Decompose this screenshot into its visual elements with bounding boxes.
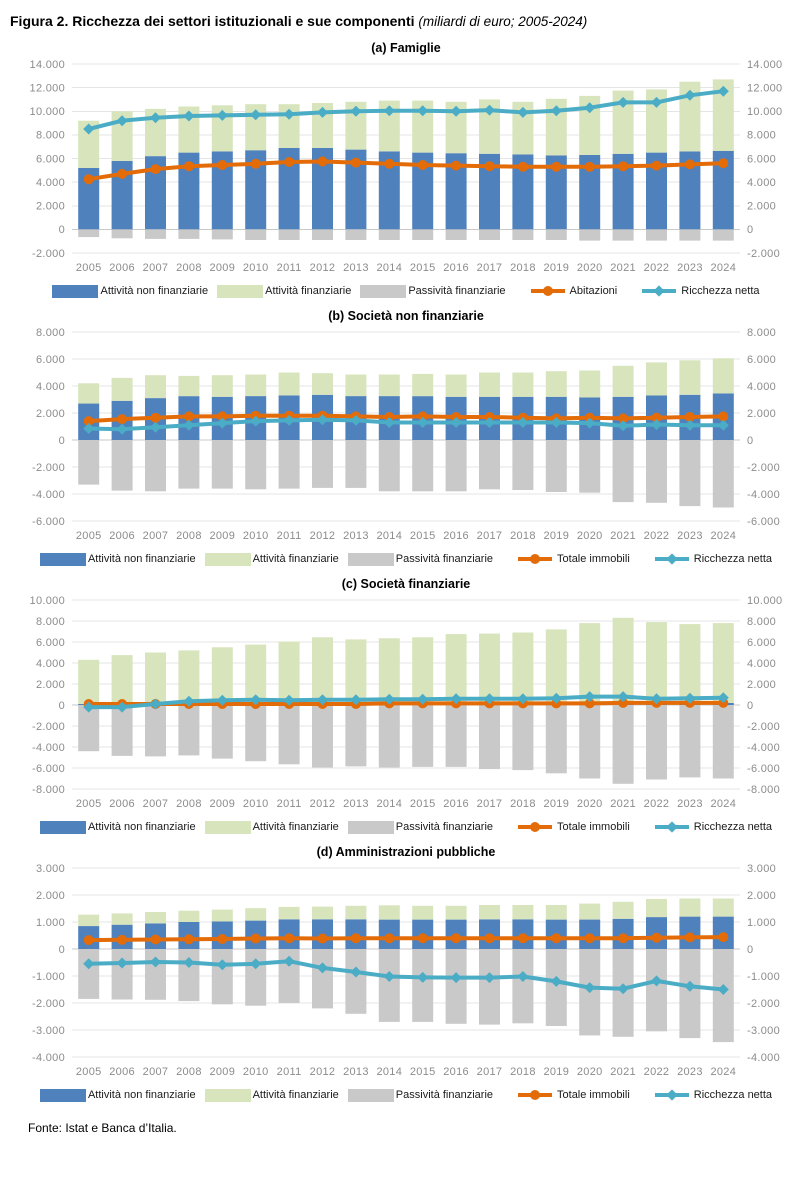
bars-financial-assets bbox=[78, 618, 734, 704]
legend-label: Attività finanziarie bbox=[252, 1089, 339, 1101]
svg-text:1.000: 1.000 bbox=[35, 916, 65, 929]
svg-text:2011: 2011 bbox=[276, 262, 302, 274]
svg-text:2013: 2013 bbox=[343, 1066, 369, 1078]
svg-text:6.000: 6.000 bbox=[747, 153, 777, 166]
svg-text:14.000: 14.000 bbox=[747, 58, 783, 71]
bars-financial-liabilities bbox=[78, 705, 734, 784]
legend-label: Attività non finanziarie bbox=[87, 553, 196, 565]
chart-plot-amministrazioni-pubbliche bbox=[0, 860, 812, 1083]
legend-item-non-financial-assets bbox=[40, 821, 196, 834]
legend-label: Ricchezza netta bbox=[693, 553, 773, 565]
svg-text:2008: 2008 bbox=[176, 1066, 202, 1078]
legend-label: Attività non finanziarie bbox=[87, 821, 196, 833]
svg-text:2010: 2010 bbox=[242, 798, 269, 810]
svg-text:4.000: 4.000 bbox=[747, 380, 777, 393]
svg-text:2013: 2013 bbox=[343, 262, 369, 274]
svg-text:-1.000: -1.000 bbox=[747, 970, 780, 983]
svg-text:4.000: 4.000 bbox=[35, 176, 65, 189]
svg-text:-1.000: -1.000 bbox=[32, 970, 65, 983]
svg-text:2.000: 2.000 bbox=[747, 889, 777, 902]
svg-text:12.000: 12.000 bbox=[29, 82, 65, 95]
svg-text:2013: 2013 bbox=[343, 530, 369, 542]
legend-swatch-non-financial-assets bbox=[40, 1089, 86, 1102]
legend-line-marker-diamond-icon bbox=[655, 821, 689, 834]
svg-text:2015: 2015 bbox=[409, 530, 436, 542]
svg-text:-2.000: -2.000 bbox=[32, 461, 65, 474]
svg-text:-4.000: -4.000 bbox=[32, 741, 65, 754]
legend-label: Attività finanziarie bbox=[252, 553, 339, 565]
legend-label: Attività non finanziarie bbox=[87, 1089, 196, 1101]
svg-text:2014: 2014 bbox=[376, 1066, 403, 1078]
legend-label: Attività finanziarie bbox=[265, 285, 352, 297]
legend-item-real-estate bbox=[518, 821, 630, 834]
svg-text:2007: 2007 bbox=[142, 262, 169, 274]
svg-text:10.000: 10.000 bbox=[747, 106, 783, 119]
svg-text:6.000: 6.000 bbox=[35, 636, 65, 649]
svg-text:8.000: 8.000 bbox=[35, 326, 65, 339]
legend-label: Totale immobili bbox=[557, 821, 630, 833]
svg-text:2010: 2010 bbox=[242, 262, 269, 274]
svg-text:-4.000: -4.000 bbox=[747, 488, 780, 501]
svg-text:2011: 2011 bbox=[276, 1066, 302, 1078]
legend-swatch-financial-liabilities bbox=[348, 553, 394, 566]
legend-item-financial-liabilities bbox=[348, 821, 493, 834]
svg-text:-8.000: -8.000 bbox=[32, 783, 65, 796]
svg-text:2017: 2017 bbox=[476, 1066, 503, 1078]
svg-text:0: 0 bbox=[747, 224, 754, 237]
svg-text:2020: 2020 bbox=[576, 262, 603, 274]
legend-line-marker-diamond-icon bbox=[655, 1089, 689, 1102]
svg-text:-3.000: -3.000 bbox=[32, 1024, 65, 1037]
svg-text:10.000: 10.000 bbox=[747, 594, 783, 607]
svg-text:4.000: 4.000 bbox=[747, 176, 777, 189]
svg-text:2.000: 2.000 bbox=[35, 678, 65, 691]
legend-item-non-financial-assets bbox=[40, 1089, 196, 1102]
chart-legend bbox=[0, 1085, 812, 1105]
chart-canvas bbox=[0, 860, 812, 1083]
svg-text:2020: 2020 bbox=[576, 1066, 603, 1078]
legend-swatch-non-financial-assets bbox=[40, 821, 86, 834]
svg-text:-6.000: -6.000 bbox=[32, 762, 65, 775]
legend-label: Attività finanziarie bbox=[252, 821, 339, 833]
legend-swatch-financial-assets bbox=[217, 285, 263, 298]
svg-text:2024: 2024 bbox=[710, 798, 737, 810]
svg-text:2022: 2022 bbox=[643, 798, 670, 810]
legend-label: Passività finanziarie bbox=[395, 553, 494, 565]
svg-text:0: 0 bbox=[747, 434, 754, 447]
svg-text:2008: 2008 bbox=[176, 530, 202, 542]
svg-text:2006: 2006 bbox=[109, 1066, 135, 1078]
svg-text:2021: 2021 bbox=[610, 262, 636, 274]
legend-label: Ricchezza netta bbox=[693, 821, 773, 833]
svg-text:10.000: 10.000 bbox=[29, 106, 65, 119]
svg-text:0: 0 bbox=[58, 434, 65, 447]
svg-text:2014: 2014 bbox=[376, 530, 403, 542]
svg-text:6.000: 6.000 bbox=[35, 153, 65, 166]
svg-text:6.000: 6.000 bbox=[35, 353, 65, 366]
svg-text:2006: 2006 bbox=[109, 262, 135, 274]
chart-plot-societa-finanziarie bbox=[0, 592, 812, 815]
svg-text:2.000: 2.000 bbox=[35, 889, 65, 902]
gridlines bbox=[72, 600, 740, 789]
legend-label: Ricchezza netta bbox=[693, 1089, 773, 1101]
svg-text:2022: 2022 bbox=[643, 1066, 670, 1078]
svg-text:2023: 2023 bbox=[677, 530, 703, 542]
svg-text:2005: 2005 bbox=[75, 530, 102, 542]
svg-text:2021: 2021 bbox=[610, 1066, 636, 1078]
svg-text:2.000: 2.000 bbox=[747, 407, 777, 420]
legend-item-net-wealth bbox=[655, 553, 772, 566]
svg-text:4.000: 4.000 bbox=[35, 657, 65, 670]
svg-text:2024: 2024 bbox=[710, 1066, 737, 1078]
svg-text:8.000: 8.000 bbox=[35, 129, 65, 142]
legend-item-financial-liabilities bbox=[348, 553, 493, 566]
legend-item-non-financial-assets bbox=[52, 285, 208, 298]
chart-plot-famiglie bbox=[0, 56, 812, 279]
svg-text:2024: 2024 bbox=[710, 262, 737, 274]
svg-text:2016: 2016 bbox=[443, 798, 469, 810]
svg-text:2019: 2019 bbox=[543, 262, 570, 274]
figure-title-text: Figura 2. Ricchezza dei settori istituzionali e sue componenti bbox=[10, 13, 415, 29]
svg-text:6.000: 6.000 bbox=[747, 353, 777, 366]
x-axis-labels bbox=[76, 798, 736, 810]
svg-text:2018: 2018 bbox=[510, 262, 536, 274]
svg-text:2020: 2020 bbox=[576, 530, 603, 542]
svg-text:2007: 2007 bbox=[142, 530, 169, 542]
svg-text:0: 0 bbox=[58, 699, 65, 712]
svg-text:2023: 2023 bbox=[677, 262, 703, 274]
svg-text:2012: 2012 bbox=[309, 262, 336, 274]
svg-text:2013: 2013 bbox=[343, 798, 369, 810]
svg-text:2005: 2005 bbox=[75, 1066, 102, 1078]
x-axis-labels bbox=[76, 530, 736, 542]
legend-item-financial-liabilities bbox=[360, 285, 505, 298]
legend-line-marker-circle-icon bbox=[518, 821, 552, 834]
svg-text:0: 0 bbox=[58, 943, 65, 956]
legend-swatch-financial-assets bbox=[205, 821, 251, 834]
svg-text:2011: 2011 bbox=[276, 530, 302, 542]
svg-text:-6.000: -6.000 bbox=[747, 762, 780, 775]
legend-label: Passività finanziarie bbox=[408, 285, 506, 297]
svg-text:2.000: 2.000 bbox=[747, 200, 777, 213]
chart-plot-societa-non-finanziarie bbox=[0, 324, 812, 547]
legend-label: Passività finanziarie bbox=[395, 821, 494, 833]
svg-text:2019: 2019 bbox=[543, 530, 570, 542]
svg-text:0: 0 bbox=[747, 943, 754, 956]
chart-title: (b) Società non finanziarie bbox=[328, 309, 484, 323]
svg-text:2017: 2017 bbox=[476, 262, 503, 274]
svg-text:10.000: 10.000 bbox=[29, 594, 65, 607]
svg-text:12.000: 12.000 bbox=[747, 82, 783, 95]
svg-text:2008: 2008 bbox=[176, 262, 202, 274]
chart-canvas bbox=[0, 56, 812, 279]
svg-text:2010: 2010 bbox=[242, 530, 269, 542]
figure-source: Fonte: Istat e Banca d’Italia. bbox=[28, 1121, 177, 1135]
svg-text:-8.000: -8.000 bbox=[747, 783, 780, 796]
legend-swatch-financial-liabilities bbox=[360, 285, 406, 298]
svg-text:-2.000: -2.000 bbox=[747, 720, 780, 733]
svg-text:2017: 2017 bbox=[476, 530, 503, 542]
svg-text:2021: 2021 bbox=[610, 530, 636, 542]
svg-text:2023: 2023 bbox=[677, 798, 703, 810]
chart-legend bbox=[0, 817, 812, 837]
chart-canvas bbox=[0, 592, 812, 815]
svg-text:2022: 2022 bbox=[643, 262, 670, 274]
x-axis-labels bbox=[76, 262, 736, 274]
svg-text:2022: 2022 bbox=[643, 530, 670, 542]
svg-text:2018: 2018 bbox=[510, 798, 536, 810]
svg-text:2024: 2024 bbox=[710, 530, 737, 542]
chart-section-societa-non-finanziarie bbox=[0, 309, 812, 569]
legend-item-real-estate bbox=[518, 1089, 630, 1102]
svg-text:8.000: 8.000 bbox=[35, 615, 65, 628]
svg-text:-6.000: -6.000 bbox=[32, 515, 65, 528]
svg-text:2007: 2007 bbox=[142, 1066, 169, 1078]
bars-non-financial-assets bbox=[78, 148, 734, 230]
svg-text:2019: 2019 bbox=[543, 1066, 570, 1078]
svg-text:-4.000: -4.000 bbox=[32, 1051, 65, 1064]
svg-text:2008: 2008 bbox=[176, 798, 202, 810]
chart-canvas bbox=[0, 324, 812, 547]
legend-item-financial-assets bbox=[205, 821, 339, 834]
svg-text:8.000: 8.000 bbox=[747, 326, 777, 339]
svg-text:1.000: 1.000 bbox=[747, 916, 777, 929]
svg-text:2023: 2023 bbox=[677, 1066, 703, 1078]
gridlines bbox=[72, 64, 740, 253]
svg-text:4.000: 4.000 bbox=[35, 380, 65, 393]
svg-text:-2.000: -2.000 bbox=[747, 247, 780, 260]
svg-text:2021: 2021 bbox=[610, 798, 636, 810]
legend-item-financial-assets bbox=[205, 1089, 339, 1102]
svg-text:-4.000: -4.000 bbox=[32, 488, 65, 501]
chart-title: (c) Società finanziarie bbox=[341, 577, 471, 591]
legend-item-net-wealth bbox=[655, 821, 772, 834]
svg-text:14.000: 14.000 bbox=[29, 58, 65, 71]
legend-swatch-financial-liabilities bbox=[348, 1089, 394, 1102]
legend-item-financial-assets bbox=[217, 285, 351, 298]
svg-text:2014: 2014 bbox=[376, 262, 403, 274]
svg-text:2016: 2016 bbox=[443, 1066, 469, 1078]
x-axis-labels bbox=[76, 1066, 736, 1078]
legend-line-marker-diamond-icon bbox=[642, 285, 676, 298]
svg-text:2017: 2017 bbox=[476, 798, 503, 810]
legend-swatch-financial-liabilities bbox=[348, 821, 394, 834]
y-axis-labels bbox=[30, 595, 783, 796]
svg-text:2.000: 2.000 bbox=[35, 407, 65, 420]
svg-text:2016: 2016 bbox=[443, 262, 469, 274]
svg-text:0: 0 bbox=[747, 699, 754, 712]
legend-label: Abitazioni bbox=[569, 285, 618, 297]
svg-text:8.000: 8.000 bbox=[747, 615, 777, 628]
svg-text:-2.000: -2.000 bbox=[747, 997, 780, 1010]
svg-text:8.000: 8.000 bbox=[747, 129, 777, 142]
legend-item-real-estate bbox=[531, 285, 618, 298]
legend-line-marker-circle-icon bbox=[518, 553, 552, 566]
chart-legend bbox=[0, 549, 812, 569]
svg-text:2009: 2009 bbox=[209, 530, 236, 542]
svg-text:2010: 2010 bbox=[242, 1066, 269, 1078]
svg-text:-3.000: -3.000 bbox=[747, 1024, 780, 1037]
svg-text:2012: 2012 bbox=[309, 798, 336, 810]
legend-label: Totale immobili bbox=[557, 553, 630, 565]
chart-section-famiglie bbox=[0, 41, 812, 301]
legend-item-financial-liabilities bbox=[348, 1089, 493, 1102]
chart-section-societa-finanziarie bbox=[0, 577, 812, 837]
legend-item-real-estate bbox=[518, 553, 630, 566]
svg-text:4.000: 4.000 bbox=[747, 657, 777, 670]
svg-text:2020: 2020 bbox=[576, 798, 603, 810]
svg-text:2014: 2014 bbox=[376, 798, 403, 810]
legend-item-non-financial-assets bbox=[40, 553, 196, 566]
chart-section-amministrazioni-pubbliche bbox=[0, 845, 812, 1105]
legend-label: Attività non finanziarie bbox=[100, 285, 209, 297]
legend-label: Ricchezza netta bbox=[681, 285, 760, 297]
svg-text:2019: 2019 bbox=[543, 798, 570, 810]
svg-text:2009: 2009 bbox=[209, 1066, 236, 1078]
legend-item-net-wealth bbox=[642, 285, 759, 298]
svg-text:-2.000: -2.000 bbox=[32, 247, 65, 260]
svg-text:2018: 2018 bbox=[510, 530, 536, 542]
figure-title bbox=[0, 8, 812, 33]
svg-text:2012: 2012 bbox=[309, 1066, 336, 1078]
bars-financial-assets bbox=[78, 358, 734, 403]
bars-financial-liabilities bbox=[78, 440, 734, 508]
svg-text:2.000: 2.000 bbox=[747, 678, 777, 691]
svg-text:2005: 2005 bbox=[75, 262, 102, 274]
svg-text:3.000: 3.000 bbox=[35, 862, 65, 875]
svg-text:-4.000: -4.000 bbox=[747, 1051, 780, 1064]
figure-subtitle: (miliardi di euro; 2005-2024) bbox=[418, 14, 588, 29]
svg-text:3.000: 3.000 bbox=[747, 862, 777, 875]
svg-text:2016: 2016 bbox=[443, 530, 469, 542]
svg-text:2009: 2009 bbox=[209, 262, 236, 274]
chart-title: (a) Famiglie bbox=[371, 41, 441, 55]
chart-legend bbox=[0, 281, 812, 301]
svg-text:-2.000: -2.000 bbox=[32, 720, 65, 733]
svg-text:2012: 2012 bbox=[309, 530, 336, 542]
legend-swatch-non-financial-assets bbox=[40, 553, 86, 566]
svg-text:2.000: 2.000 bbox=[35, 200, 65, 213]
bars-financial-liabilities bbox=[78, 229, 734, 240]
svg-text:2006: 2006 bbox=[109, 798, 135, 810]
svg-text:-4.000: -4.000 bbox=[747, 741, 780, 754]
legend-swatch-non-financial-assets bbox=[52, 285, 98, 298]
svg-text:2015: 2015 bbox=[409, 1066, 436, 1078]
chart-title: (d) Amministrazioni pubbliche bbox=[316, 845, 496, 859]
svg-text:-2.000: -2.000 bbox=[747, 461, 780, 474]
legend-item-financial-assets bbox=[205, 553, 339, 566]
svg-text:2007: 2007 bbox=[142, 798, 169, 810]
legend-swatch-financial-assets bbox=[205, 1089, 251, 1102]
svg-text:2005: 2005 bbox=[75, 798, 102, 810]
svg-text:-2.000: -2.000 bbox=[32, 997, 65, 1010]
svg-text:2018: 2018 bbox=[510, 1066, 536, 1078]
legend-label: Passività finanziarie bbox=[395, 1089, 494, 1101]
legend-line-marker-circle-icon bbox=[531, 285, 565, 298]
legend-item-net-wealth bbox=[655, 1089, 772, 1102]
svg-text:2015: 2015 bbox=[409, 798, 436, 810]
svg-text:6.000: 6.000 bbox=[747, 636, 777, 649]
svg-text:2009: 2009 bbox=[209, 798, 236, 810]
legend-line-marker-circle-icon bbox=[518, 1089, 552, 1102]
legend-label: Totale immobili bbox=[557, 1089, 630, 1101]
svg-text:0: 0 bbox=[58, 224, 65, 237]
bars-non-financial-assets bbox=[78, 917, 734, 949]
svg-text:2011: 2011 bbox=[276, 798, 302, 810]
bars-financial-assets bbox=[78, 79, 734, 168]
svg-text:2006: 2006 bbox=[109, 530, 135, 542]
svg-text:2015: 2015 bbox=[409, 262, 436, 274]
svg-text:-6.000: -6.000 bbox=[747, 515, 780, 528]
legend-line-marker-diamond-icon bbox=[655, 553, 689, 566]
legend-swatch-financial-assets bbox=[205, 553, 251, 566]
